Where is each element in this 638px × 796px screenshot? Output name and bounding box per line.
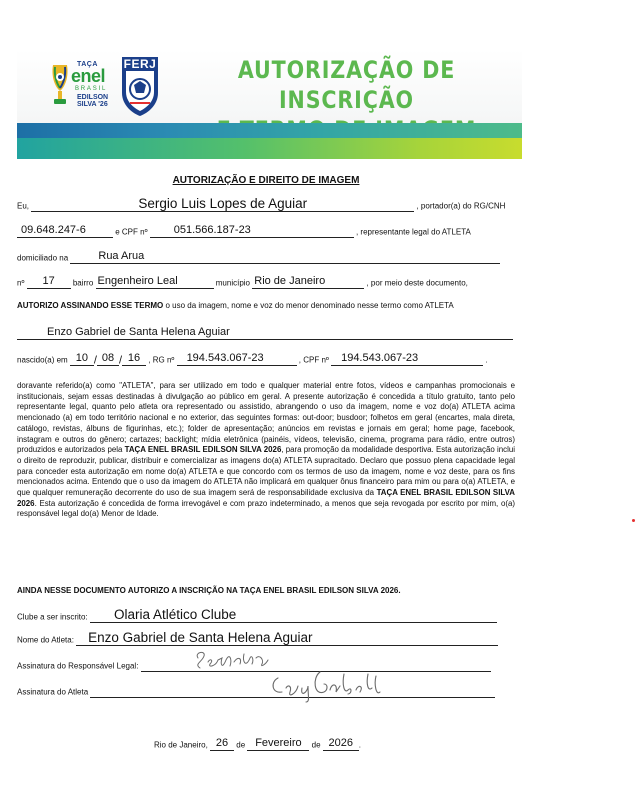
date-day-field[interactable] (210, 736, 234, 751)
birth-month-value: 08 (101, 352, 115, 365)
athlete-signature (268, 668, 384, 704)
autorizo-bold: AUTORIZO ASSINANDO ESSE TERMO (17, 301, 164, 310)
portador-label: , portador(a) do RG/CNH (416, 201, 506, 211)
edilson-line: EDILSON (77, 94, 109, 101)
athlete-label: Nome do Atleta: (17, 635, 74, 645)
birth-month-field[interactable] (97, 351, 119, 366)
nascido-label: nascido(a) em (17, 355, 68, 365)
date-de-2: de (311, 740, 321, 750)
representante-label: , representante legal do ATLETA (355, 227, 471, 237)
taca-label: TAÇA (77, 61, 98, 68)
edilson-label (77, 94, 108, 108)
locality-row (17, 274, 515, 290)
athlete-name-value: Enzo Gabriel de Santa Helena Aguiar (47, 326, 230, 339)
athlete-field[interactable] (76, 631, 498, 646)
silva-line: SILVA '26 (77, 101, 108, 108)
city-value: Rio de Janeiro (254, 275, 326, 288)
athlete-signature-label: Assinatura do Atleta (17, 687, 89, 697)
guardian-rg-field[interactable] (17, 223, 113, 238)
guardian-name-value: Sergio Luis Lopes de Aguiar (138, 196, 308, 212)
date-place: Rio de Janeiro, (154, 740, 208, 750)
date-de-1: de (236, 740, 246, 750)
date-month-value: Fevereiro (255, 737, 302, 750)
autorizo-row (17, 301, 515, 313)
athlete-signature-row (17, 683, 515, 699)
club-row (17, 608, 515, 624)
date-day-value: 26 (215, 737, 229, 750)
rg-label: , RG nº (148, 355, 175, 365)
terms-part-2: , para promoção da modalidade desportiva. Esta autorização inclui o direito de reproduzir, publicar, distribuir e comercializar as imagens do(a) ATLETA supracitado. Declaro que possuo plena capacidade legal para conceder esta autorização em nome do(a) ATLETA e que concordo com os termos de uso da imagem, nome e voz deste, para os fins mencionados acima. Entendo que o uso da imagem do ATLETA não implicará em qualquer ônus financeiro para mim ou para o(a) ATLETA, e que qualquer remuneração decorrente do uso de sua imagem será de responsabilidade exclusiva da (17, 445, 515, 498)
date-year-value: 2026 (328, 737, 354, 750)
athlete-rg-field[interactable] (177, 351, 297, 366)
athlete-cpf-value: 194.543.067-23 (341, 352, 419, 365)
date-slash: / (93, 354, 97, 367)
guardian-signature-label: Assinatura do Responsável Legal: (17, 661, 139, 671)
birth-year-value: 16 (127, 352, 141, 365)
terms-part-3: . Esta autorização é concedida de forma irrevogável e com prazo indeterminado, a menos que seja revogada por escrito por mim, o(a) responsável legal do(a) Menor de Idade. (17, 498, 515, 519)
date-row (154, 736, 361, 751)
inscricao-statement: AINDA NESSE DOCUMENTO AUTORIZO A INSCRIÇÃO NA TAÇA ENEL BRASIL EDILSON SILVA 2026. (17, 586, 401, 595)
number-field[interactable] (27, 274, 71, 289)
club-label: Clube a ser inscrito: (17, 612, 88, 622)
taca-enel-logo (45, 57, 117, 121)
guardian-row (17, 197, 515, 213)
cpf2-label: , CPF nº (298, 355, 329, 365)
street-field[interactable] (70, 249, 500, 264)
neighborhood-field[interactable] (96, 274, 214, 289)
birth-day-value: 10 (75, 352, 89, 365)
guardian-rg-value: 09.648.247-6 (21, 224, 86, 237)
domicilio-label: domiciliado na (17, 253, 69, 263)
autorizo-text: o uso da imagem, nome e voz do menor denominado nesse termo como ATLETA (165, 301, 454, 310)
inscricao-row (17, 586, 515, 598)
brasil-label: BRASIL (75, 86, 108, 92)
date-slash: / (118, 354, 123, 367)
neighborhood-value: Engenheiro Leal (97, 275, 178, 288)
terms-bold-2: TAÇA ENEL BRASIL EDILSON SILVA 2026 (17, 488, 515, 508)
birth-year-field[interactable] (122, 351, 146, 366)
banner-title-line1: AUTORIZAÇÃO DE INSCRIÇÃO (237, 56, 456, 114)
period: . (485, 355, 488, 365)
club-value: Olaria Atlético Clube (113, 607, 237, 623)
terms-paragraph (17, 381, 515, 520)
athlete-value: Enzo Gabriel de Santa Helena Aguiar (88, 630, 313, 646)
guardian-docs-row (17, 223, 515, 239)
terms-bold-1: TAÇA ENEL BRASIL EDILSON SILVA 2026 (124, 445, 282, 455)
athlete-cpf-field[interactable] (331, 351, 483, 366)
guardian-cpf-field[interactable] (150, 223, 354, 238)
birth-row (17, 351, 515, 367)
enel-label: enel (71, 66, 106, 86)
date-end: . (358, 740, 362, 750)
guardian-name-field[interactable] (31, 197, 414, 212)
date-year-field[interactable] (323, 736, 362, 751)
athlete-rg-value: 194.543.067-23 (186, 352, 264, 365)
club-field[interactable] (90, 608, 497, 623)
page-title: AUTORIZAÇÃO E DIREITO DE IMAGEM (172, 175, 360, 186)
banner-stripe-green (17, 138, 522, 159)
eu-label: Eu, (17, 201, 30, 211)
city-field[interactable] (252, 274, 364, 289)
numero-label: nº (17, 278, 25, 288)
guardian-cpf-value: 051.566.187-23 (173, 224, 251, 237)
date-month-field[interactable] (247, 736, 309, 751)
ferj-crest (120, 55, 160, 117)
header-banner (17, 49, 522, 159)
cpf-label: e CPF nº (115, 227, 148, 237)
terms-part-1: doravante referido(a) como "ATLETA", para ser utilizado em todo e qualquer material entre fotos, vídeos e campanhas promocionais e institucionais, sejam essas destinadas à divulgação ao público em geral. A presente autorização é concedida a título gratuito, tanto pelo representante legal, quanto pelo atleta ora representado ou assistido, abrangendo o uso da imagem, nome e voz do(a) ATLETA acima mencionado (a) em todo território nacional e no exterior, das seguintes formas: out-door; busdoor; folhetos em geral (encartes, mala direta, catálogo, revistas, álbuns de figurinhas, etc.); folder de apresentação; anúncios em revistas e jornais em geral; home page, facebook, instagram e outros do gênero; cartazes; backlight; mídia eletrônica (painéis, vídeos, televisão, cinema, programa para rádio, entre outros) produzidos e autorizados pela (17, 381, 515, 455)
bairro-label: bairro (72, 278, 94, 288)
birth-day-field[interactable] (70, 351, 94, 366)
trophy-icon (49, 63, 71, 107)
guardian-signature (192, 648, 272, 678)
banner-stripe-blue (17, 123, 522, 138)
address-row (17, 249, 515, 265)
athlete-name-field[interactable] (17, 325, 513, 340)
number-value: 17 (42, 275, 55, 288)
street-value: Rua Arua (98, 250, 145, 263)
ferj-label: FERJ (123, 57, 157, 71)
red-dot-mark (632, 519, 635, 522)
athlete-name-row (17, 325, 515, 341)
athlete-row (17, 631, 515, 647)
meio-label: , por meio deste documento, (366, 278, 468, 288)
municipio-label: município (215, 278, 251, 288)
